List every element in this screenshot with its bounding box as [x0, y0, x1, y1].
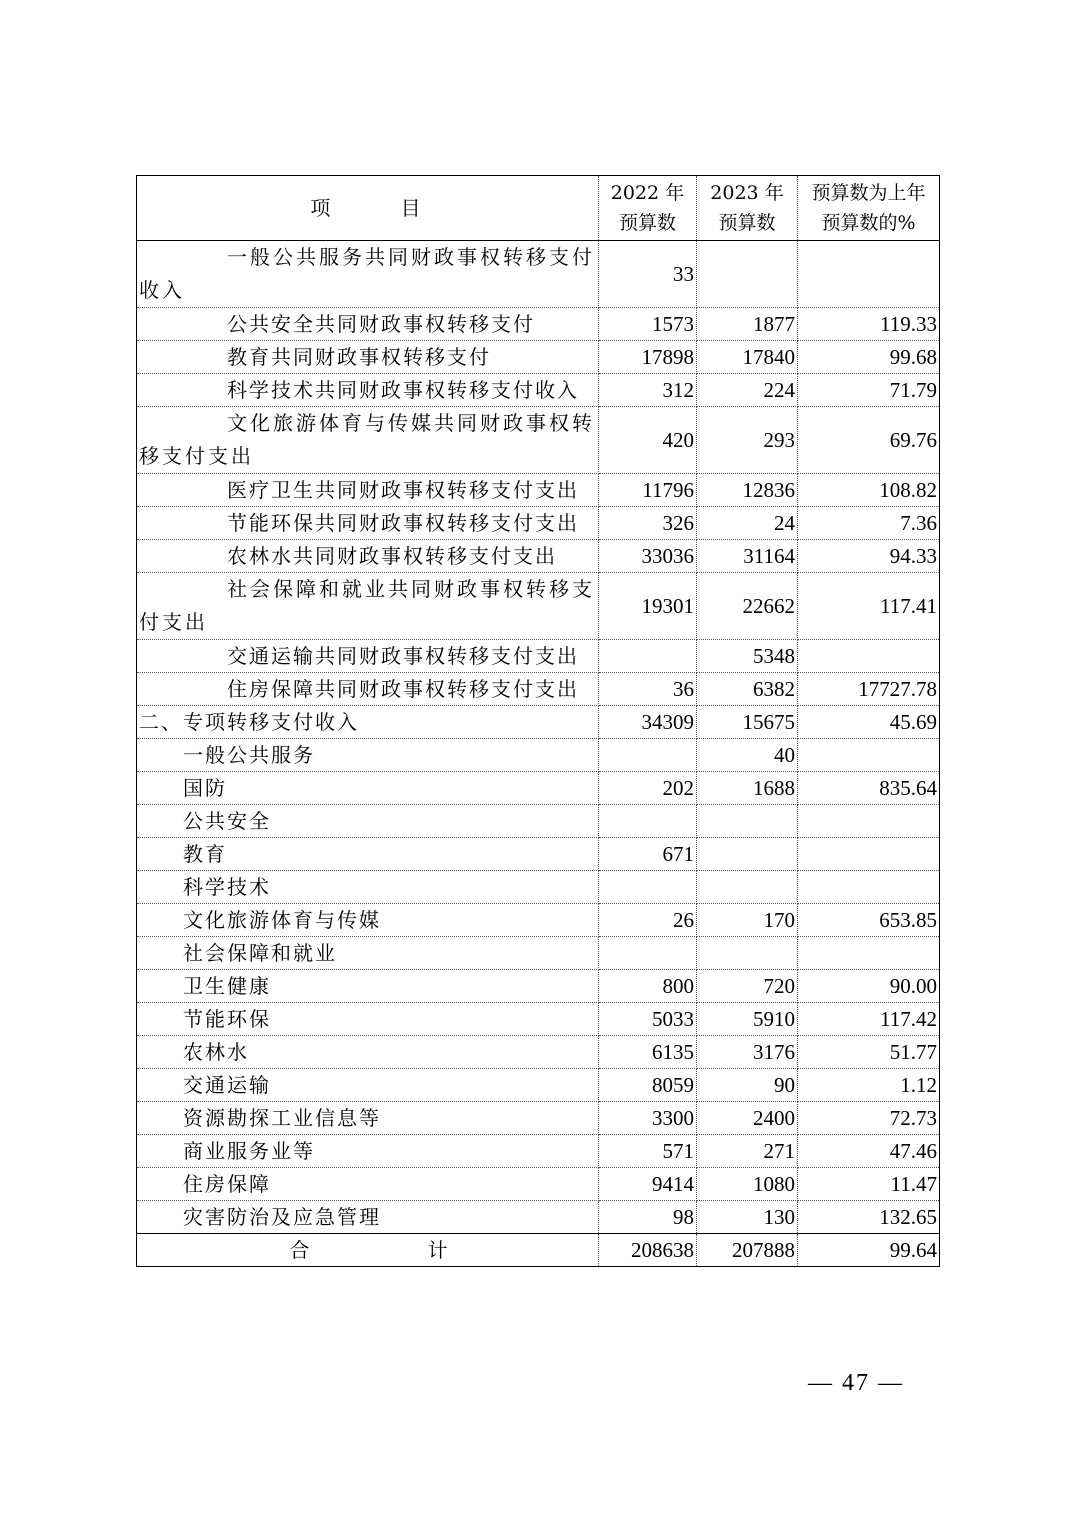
row-value-y2022: 571 — [599, 1135, 697, 1168]
row-value-ratio — [798, 937, 940, 970]
row-value-y2022: 5033 — [599, 1003, 697, 1036]
table-row — [137, 374, 940, 407]
row-value-y2022: 6135 — [599, 1036, 697, 1069]
row-value-y2023: 12836 — [697, 474, 798, 507]
row-value-ratio: 45.69 — [798, 706, 940, 739]
row-value-y2023: 170 — [697, 904, 798, 937]
table-row — [137, 540, 940, 573]
row-value-y2023: 15675 — [697, 706, 798, 739]
row-label: 农林水共同财政事权转移支付支出 — [137, 540, 599, 573]
row-label: 公共安全 — [137, 805, 599, 838]
row-label: 卫生健康 — [137, 970, 599, 1003]
table-row — [137, 640, 940, 673]
row-value-ratio: 99.68 — [798, 341, 940, 374]
row-value-ratio: 132.65 — [798, 1201, 940, 1234]
table-row — [137, 706, 940, 739]
row-label: 住房保障 — [137, 1168, 599, 1201]
table-row — [137, 772, 940, 805]
row-value-y2022: 671 — [599, 838, 697, 871]
row-value-y2023: 6382 — [697, 673, 798, 706]
header-2022: 2022 年 预算数 — [599, 176, 697, 241]
total-2022: 208638 — [599, 1234, 697, 1267]
total-label: 合 计 — [137, 1234, 599, 1267]
row-value-y2023: 90 — [697, 1069, 798, 1102]
row-value-ratio: 653.85 — [798, 904, 940, 937]
row-label: 交通运输 — [137, 1069, 599, 1102]
row-value-ratio: 94.33 — [798, 540, 940, 573]
table-row — [137, 673, 940, 706]
row-value-y2022 — [599, 871, 697, 904]
row-value-ratio — [798, 241, 940, 308]
row-label: 教育 — [137, 838, 599, 871]
row-label: 一般公共服务共同财政事权转移支付收入 — [137, 241, 599, 308]
row-label: 国防 — [137, 772, 599, 805]
header-row — [137, 176, 940, 241]
row-value-ratio: 117.42 — [798, 1003, 940, 1036]
row-label: 灾害防治及应急管理 — [137, 1201, 599, 1234]
row-value-y2022: 36 — [599, 673, 697, 706]
table-row — [137, 1201, 940, 1234]
row-label: 社会保障和就业共同财政事权转移支付支出 — [137, 573, 599, 640]
table-row — [137, 1069, 940, 1102]
row-label: 科学技术共同财政事权转移支付收入 — [137, 374, 599, 407]
row-label: 二、专项转移支付收入 — [137, 706, 599, 739]
row-value-y2023: 1688 — [697, 772, 798, 805]
row-value-y2022: 3300 — [599, 1102, 697, 1135]
table-row — [137, 308, 940, 341]
table-row — [137, 904, 940, 937]
row-label: 一般公共服务 — [137, 739, 599, 772]
row-value-ratio — [798, 739, 940, 772]
row-value-y2022: 420 — [599, 407, 697, 474]
row-label: 公共安全共同财政事权转移支付 — [137, 308, 599, 341]
row-value-y2022: 9414 — [599, 1168, 697, 1201]
row-label: 商业服务业等 — [137, 1135, 599, 1168]
row-label: 文化旅游体育与传媒 — [137, 904, 599, 937]
row-value-y2023: 1080 — [697, 1168, 798, 1201]
row-label: 教育共同财政事权转移支付 — [137, 341, 599, 374]
total-ratio: 99.64 — [798, 1234, 940, 1267]
row-value-y2023: 3176 — [697, 1036, 798, 1069]
row-value-y2022: 33036 — [599, 540, 697, 573]
row-value-y2022: 26 — [599, 904, 697, 937]
budget-table — [136, 175, 940, 1267]
header-ratio: 预算数为上年 预算数的% — [798, 176, 940, 241]
row-value-y2023: 271 — [697, 1135, 798, 1168]
table-row — [137, 805, 940, 838]
row-value-y2022: 202 — [599, 772, 697, 805]
row-value-ratio: 72.73 — [798, 1102, 940, 1135]
row-label: 节能环保共同财政事权转移支付支出 — [137, 507, 599, 540]
row-value-y2023 — [697, 805, 798, 838]
table-row — [137, 1003, 940, 1036]
table-row — [137, 970, 940, 1003]
row-value-y2023: 5910 — [697, 1003, 798, 1036]
total-2023: 207888 — [697, 1234, 798, 1267]
row-value-ratio: 71.79 — [798, 374, 940, 407]
table-body — [137, 241, 940, 1234]
total-row — [137, 1234, 940, 1267]
row-value-y2022 — [599, 937, 697, 970]
row-value-y2023: 24 — [697, 507, 798, 540]
row-value-ratio: 1.12 — [798, 1069, 940, 1102]
table-row — [137, 739, 940, 772]
table-row — [137, 1102, 940, 1135]
table-row — [137, 1135, 940, 1168]
row-value-y2022 — [599, 739, 697, 772]
table-row — [137, 1168, 940, 1201]
row-value-ratio: 69.76 — [798, 407, 940, 474]
row-label: 文化旅游体育与传媒共同财政事权转移支付支出 — [137, 407, 599, 474]
row-value-y2023: 17840 — [697, 341, 798, 374]
row-value-y2023: 293 — [697, 407, 798, 474]
table-row — [137, 871, 940, 904]
row-value-y2022: 33 — [599, 241, 697, 308]
table-row — [137, 573, 940, 640]
row-value-y2023: 720 — [697, 970, 798, 1003]
page-number: — 47 — — [808, 1370, 904, 1396]
row-label: 交通运输共同财政事权转移支付支出 — [137, 640, 599, 673]
row-value-y2022: 8059 — [599, 1069, 697, 1102]
row-value-ratio — [798, 640, 940, 673]
row-value-y2023: 5348 — [697, 640, 798, 673]
row-value-y2023 — [697, 241, 798, 308]
table-row — [137, 407, 940, 474]
row-value-ratio: 51.77 — [798, 1036, 940, 1069]
row-value-y2022: 1573 — [599, 308, 697, 341]
table-row — [137, 241, 940, 308]
row-value-y2022: 312 — [599, 374, 697, 407]
row-value-ratio: 117.41 — [798, 573, 940, 640]
row-value-y2023: 1877 — [697, 308, 798, 341]
row-value-ratio: 90.00 — [798, 970, 940, 1003]
row-value-ratio: 119.33 — [798, 308, 940, 341]
row-value-y2022: 800 — [599, 970, 697, 1003]
row-value-y2022 — [599, 640, 697, 673]
table-row — [137, 341, 940, 374]
row-value-y2023: 40 — [697, 739, 798, 772]
row-label: 资源勘探工业信息等 — [137, 1102, 599, 1135]
row-value-y2023: 2400 — [697, 1102, 798, 1135]
row-value-y2023: 31164 — [697, 540, 798, 573]
row-value-y2022: 19301 — [599, 573, 697, 640]
row-value-y2022: 17898 — [599, 341, 697, 374]
header-2023: 2023 年 预算数 — [697, 176, 798, 241]
row-label: 社会保障和就业 — [137, 937, 599, 970]
row-value-ratio — [798, 838, 940, 871]
row-label: 科学技术 — [137, 871, 599, 904]
row-value-y2023: 130 — [697, 1201, 798, 1234]
row-value-ratio: 835.64 — [798, 772, 940, 805]
row-value-ratio: 11.47 — [798, 1168, 940, 1201]
row-label: 节能环保 — [137, 1003, 599, 1036]
row-value-y2022: 98 — [599, 1201, 697, 1234]
row-value-ratio: 108.82 — [798, 474, 940, 507]
table-row — [137, 838, 940, 871]
row-value-y2023: 22662 — [697, 573, 798, 640]
row-value-y2022 — [599, 805, 697, 838]
row-value-y2022: 326 — [599, 507, 697, 540]
header-item: 项 目 — [137, 176, 599, 241]
table-row — [137, 507, 940, 540]
row-value-ratio: 17727.78 — [798, 673, 940, 706]
table-row — [137, 937, 940, 970]
row-value-ratio: 7.36 — [798, 507, 940, 540]
row-value-y2022: 34309 — [599, 706, 697, 739]
row-value-y2022: 11796 — [599, 474, 697, 507]
table-row — [137, 474, 940, 507]
row-value-y2023 — [697, 937, 798, 970]
table-row — [137, 1036, 940, 1069]
row-label: 医疗卫生共同财政事权转移支付支出 — [137, 474, 599, 507]
row-label: 农林水 — [137, 1036, 599, 1069]
row-value-y2023 — [697, 838, 798, 871]
row-value-ratio — [798, 805, 940, 838]
row-value-y2023: 224 — [697, 374, 798, 407]
row-label: 住房保障共同财政事权转移支付支出 — [137, 673, 599, 706]
row-value-y2023 — [697, 871, 798, 904]
row-value-ratio — [798, 871, 940, 904]
row-value-ratio: 47.46 — [798, 1135, 940, 1168]
